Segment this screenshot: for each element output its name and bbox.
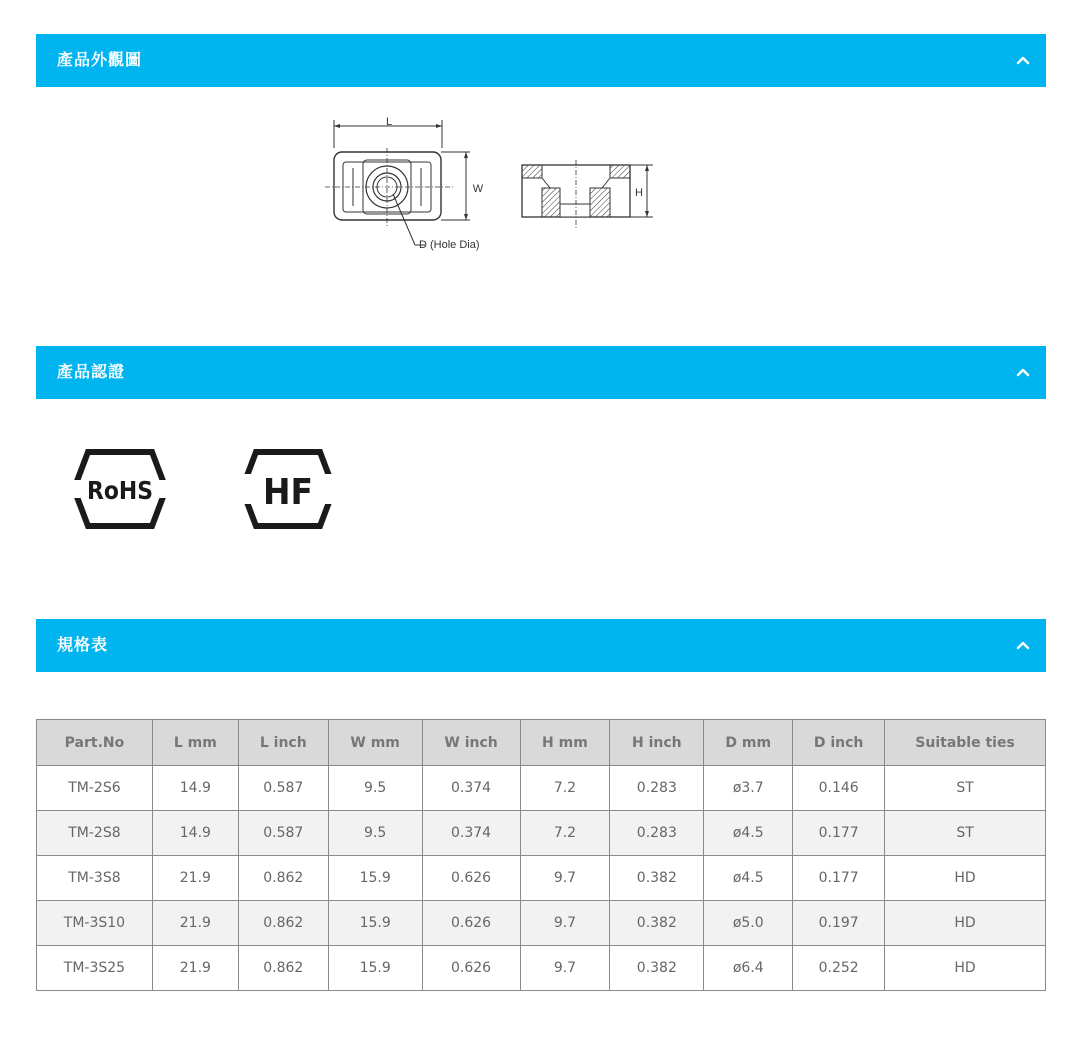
dimension-drawing [325,108,665,258]
column-header: H mm [520,720,610,766]
table-cell: 9.7 [520,901,610,946]
table-cell: 0.177 [793,811,885,856]
table-cell: 9.5 [328,766,422,811]
table-cell: ø4.5 [704,811,793,856]
table-cell: 15.9 [328,901,422,946]
table-row [37,766,1046,811]
table-cell: 21.9 [152,946,238,991]
table-header-row [37,720,1046,766]
table-cell: 0.197 [793,901,885,946]
table-cell: 0.862 [238,901,328,946]
chevron-up-icon[interactable] [1014,363,1032,381]
rohs-logo [68,446,172,532]
hf-logo-text: HF [263,472,313,513]
table-cell: 9.5 [328,811,422,856]
column-header: Part.No [37,720,153,766]
column-header: D mm [704,720,793,766]
table-cell: 9.7 [520,856,610,901]
table-cell: HD [885,901,1046,946]
table-cell: 0.283 [610,766,704,811]
section-title-certification: 產品認證 [57,362,126,381]
table-cell: 14.9 [152,766,238,811]
table-cell: 0.626 [422,901,520,946]
table-cell: ø3.7 [704,766,793,811]
label-l: L [385,116,393,128]
table-cell: ø4.5 [704,856,793,901]
table-cell: 0.374 [422,766,520,811]
hf-logo [236,446,340,532]
chevron-up-icon[interactable] [1014,51,1032,69]
table-cell: 0.587 [238,811,328,856]
table-row [37,901,1046,946]
table-cell: 7.2 [520,766,610,811]
table-cell: 0.382 [610,856,704,901]
rohs-logo-text: RoHS [87,476,153,505]
table-cell: 0.252 [793,946,885,991]
table-cell: 0.587 [238,766,328,811]
table-cell: ø6.4 [704,946,793,991]
column-header: Suitable ties [885,720,1046,766]
product-dimension-diagram [325,108,665,258]
table-cell: TM-2S6 [37,766,153,811]
section-title-appearance: 產品外觀圖 [57,50,143,69]
table-cell: HD [885,856,1046,901]
section-header-appearance[interactable] [36,34,1046,87]
column-header: D inch [793,720,885,766]
table-cell: TM-3S10 [37,901,153,946]
section-header-certification[interactable] [36,346,1046,399]
column-header: W inch [422,720,520,766]
table-cell: 0.626 [422,856,520,901]
column-header: L mm [152,720,238,766]
label-w: W [472,183,484,195]
table-cell: TM-3S25 [37,946,153,991]
table-cell: 0.283 [610,811,704,856]
table-cell: 0.626 [422,946,520,991]
table-cell: 21.9 [152,856,238,901]
table-cell: 21.9 [152,901,238,946]
table-cell: 15.9 [328,856,422,901]
table-cell: 14.9 [152,811,238,856]
table-cell: TM-3S8 [37,856,153,901]
chevron-up-icon[interactable] [1014,636,1032,654]
label-h: H [635,187,643,199]
table-cell: 0.374 [422,811,520,856]
table-cell: 15.9 [328,946,422,991]
table-cell: 9.7 [520,946,610,991]
table-cell: ST [885,811,1046,856]
table-cell: 7.2 [520,811,610,856]
table-cell: ST [885,766,1046,811]
table-cell: 0.382 [610,946,704,991]
table-row [37,946,1046,991]
table-cell: 0.146 [793,766,885,811]
table-cell: 0.862 [238,856,328,901]
table-cell: ø5.0 [704,901,793,946]
table-row [37,856,1046,901]
column-header: L inch [238,720,328,766]
spec-table [36,719,1046,991]
section-header-spec[interactable] [36,619,1046,672]
table-cell: 0.382 [610,901,704,946]
column-header: W mm [328,720,422,766]
table-row [37,811,1046,856]
table-cell: TM-2S8 [37,811,153,856]
section-title-spec: 規格表 [57,635,109,654]
table-cell: HD [885,946,1046,991]
column-header: H inch [610,720,704,766]
table-cell: 0.177 [793,856,885,901]
table-cell: 0.862 [238,946,328,991]
label-d: D (Hole Dia) [419,239,480,251]
